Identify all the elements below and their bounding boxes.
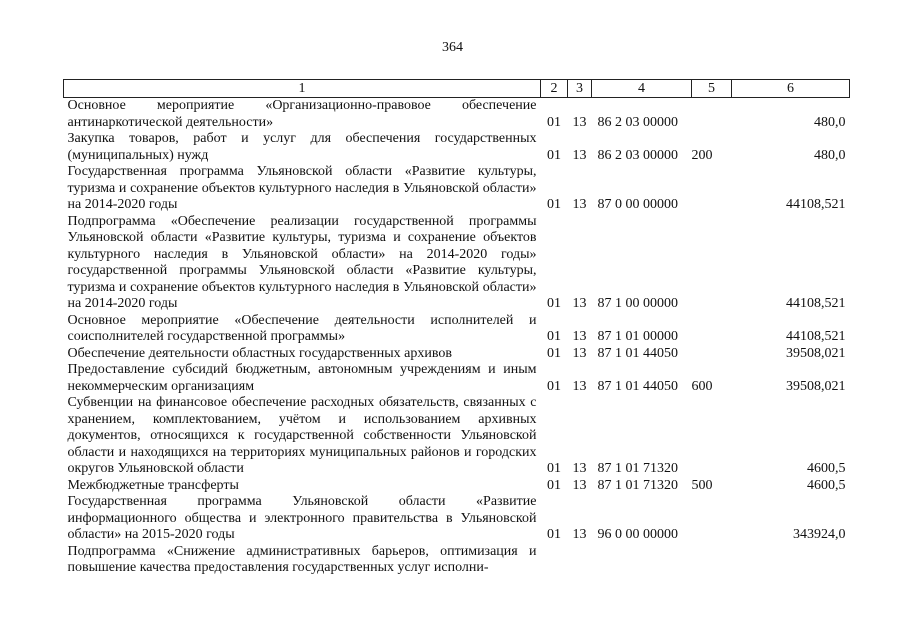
header-col-2: 2 bbox=[541, 80, 568, 98]
row-amount: 44108,521 bbox=[786, 197, 846, 212]
row-target-code: 87 0 00 00000 bbox=[597, 197, 678, 212]
table-row bbox=[64, 164, 850, 214]
row-amount: 4600,5 bbox=[807, 461, 846, 476]
table-row bbox=[64, 214, 850, 313]
row-target-code: 87 1 01 71320 bbox=[597, 461, 678, 476]
row-subsection: 13 bbox=[572, 147, 587, 163]
row-target-code: 86 2 03 00000 bbox=[597, 114, 678, 130]
row-amount: 44108,521 bbox=[786, 296, 846, 311]
header-col-5: 5 bbox=[692, 80, 732, 98]
row-subsection bbox=[568, 544, 592, 577]
table-row bbox=[64, 131, 850, 164]
row-section: 01 bbox=[547, 296, 561, 311]
page-number: 364 bbox=[442, 40, 463, 55]
row-name: Субвенции на финансовое обеспечение расходных обязательств, связанных с хранением, комплектованием, учётом и использованием архивных документов, относящихся к государственной собственности Ульяновской области и находящихся на территориях муниципальных районов и городских округов Ульяновской области bbox=[67, 395, 537, 476]
row-target-code: 87 1 01 44050 bbox=[597, 378, 678, 394]
table-row bbox=[64, 395, 850, 478]
header-col-6: 6 bbox=[732, 80, 850, 98]
row-section: 01 bbox=[547, 527, 561, 542]
row-subsection: 13 bbox=[572, 345, 587, 361]
row-section: 01 bbox=[547, 114, 561, 130]
row-name: Обеспечение деятельности областных государственных архивов bbox=[67, 345, 453, 361]
row-amount: 480,0 bbox=[814, 147, 846, 163]
table-row bbox=[64, 544, 850, 577]
row-subsection: 13 bbox=[572, 378, 587, 394]
header-col-4: 4 bbox=[592, 80, 692, 98]
table-row bbox=[64, 346, 850, 363]
row-target-code: 87 1 01 71320 bbox=[597, 477, 678, 493]
row-expense-type bbox=[692, 98, 732, 132]
row-subsection: 13 bbox=[572, 527, 587, 542]
row-amount: 480,0 bbox=[814, 114, 846, 130]
row-expense-type: 600 bbox=[691, 378, 713, 394]
row-target-code: 86 2 03 00000 bbox=[597, 147, 678, 163]
row-target-code: 87 1 01 00000 bbox=[597, 329, 678, 344]
row-subsection: 13 bbox=[572, 114, 587, 130]
row-subsection: 13 bbox=[572, 329, 587, 344]
row-section bbox=[541, 544, 568, 577]
row-name: Государственная программа Ульяновской области «Развитие информационного общества и электронного правительства в Ульяновской области» на 2015-2020 годы bbox=[67, 494, 537, 542]
table-row bbox=[64, 494, 850, 544]
row-expense-type: 500 bbox=[691, 477, 713, 493]
row-target-code: 87 1 00 00000 bbox=[597, 296, 678, 311]
table-row bbox=[64, 98, 850, 132]
row-name: Подпрограмма «Обеспечение реализации государственной программы Ульяновской области «Развитие культуры, туризма и сохранение объектов культурного наследия в Ульяновской области» на 2014-2020 годы» государственной программы Ульяновской области «Развитие культуры, туризма и сохранение объектов культурного наследия в Ульяновской области» на 2014-2020 годы bbox=[67, 213, 537, 311]
header-col-3: 3 bbox=[568, 80, 592, 98]
row-name: Межбюджетные трансферты bbox=[67, 477, 239, 493]
row-subsection: 13 bbox=[572, 296, 587, 311]
row-expense-type bbox=[692, 395, 732, 478]
table-row bbox=[64, 362, 850, 395]
row-section: 01 bbox=[547, 329, 561, 344]
header-row bbox=[64, 80, 850, 98]
row-expense-type bbox=[692, 494, 732, 544]
row-name: Основное мероприятие «Обеспечение деятельности исполнителей и соисполнителей государственной программы» bbox=[67, 312, 537, 344]
row-section: 01 bbox=[547, 345, 561, 361]
row-expense-type bbox=[692, 313, 732, 346]
row-name: Основное мероприятие «Организационно-правовое обеспечение антинаркотической деятельности» bbox=[67, 98, 537, 130]
row-name: Предоставление субсидий бюджетным, автономным учреждениям и иным некоммерческим организациям bbox=[67, 362, 537, 394]
row-section: 01 bbox=[547, 378, 561, 394]
row-target-code: 87 1 01 44050 bbox=[597, 345, 678, 361]
row-name: Государственная программа Ульяновской области «Развитие культуры, туризма и сохранение объектов культурного наследия в Ульяновской области» на 2014-2020 годы bbox=[67, 164, 537, 212]
row-subsection: 13 bbox=[572, 477, 587, 493]
row-section: 01 bbox=[547, 477, 561, 493]
row-expense-type bbox=[692, 544, 732, 577]
row-amount bbox=[732, 544, 850, 577]
row-target-code: 96 0 00 00000 bbox=[597, 527, 678, 542]
header-col-1: 1 bbox=[64, 80, 541, 98]
row-amount: 39508,021 bbox=[786, 378, 846, 394]
row-expense-type bbox=[692, 214, 732, 313]
table-row bbox=[64, 478, 850, 495]
table-row bbox=[64, 313, 850, 346]
row-target-code bbox=[592, 544, 692, 577]
row-amount: 44108,521 bbox=[786, 329, 846, 344]
row-subsection: 13 bbox=[572, 197, 587, 212]
budget-table bbox=[63, 79, 850, 577]
row-name: Закупка товаров, работ и услуг для обеспечения государственных (муниципальных) нужд bbox=[67, 131, 537, 163]
row-expense-type bbox=[692, 164, 732, 214]
row-amount: 39508,021 bbox=[786, 345, 846, 361]
row-section: 01 bbox=[547, 461, 561, 476]
row-section: 01 bbox=[547, 147, 561, 163]
row-section: 01 bbox=[547, 197, 561, 212]
row-amount: 4600,5 bbox=[807, 477, 846, 493]
row-expense-type: 200 bbox=[691, 147, 713, 163]
row-name: Подпрограмма «Снижение административных барьеров, оптимизация и повышение качества предоставления государственных услуг исполни- bbox=[67, 543, 537, 575]
table-body bbox=[64, 98, 850, 577]
row-subsection: 13 bbox=[572, 461, 587, 476]
table-header bbox=[64, 80, 850, 98]
row-expense-type bbox=[692, 346, 732, 363]
row-amount: 343924,0 bbox=[793, 527, 846, 542]
